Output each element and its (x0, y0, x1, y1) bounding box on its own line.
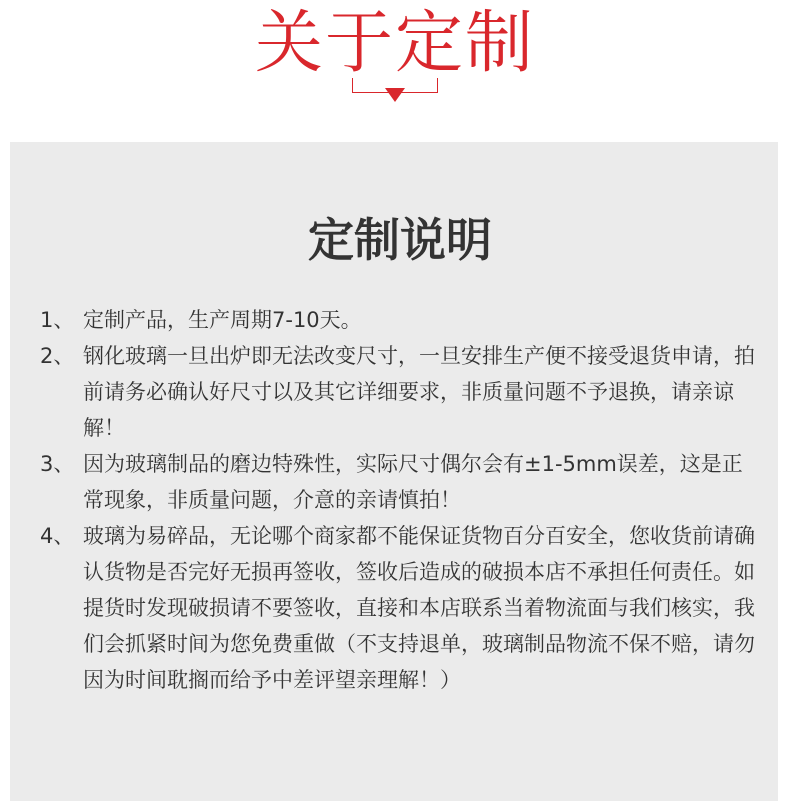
instructions-list (40, 302, 760, 698)
panel-title: 定制说明 (308, 213, 492, 267)
list-item-text: 钢化玻璃一旦出炉即无法改变尺寸，一旦安排生产便不接受退货申请，拍前请务必确认好尺寸以及其它详细要求，非质量问题不予退换，请亲谅解！ (83, 344, 755, 440)
list-item (40, 446, 760, 518)
list-item (40, 338, 760, 446)
list-item-text: 玻璃为易碎品，无论哪个商家都不能保证货物百分百安全，您收货前请确认货物是否完好无损再签收，签收后造成的破损本店不承担任何责任。如提货时发现破损请不要签收，直接和本店联系当着物流面与我们核实，我们会抓紧时间为您免费重做（不支持退单，玻璃制品物流不保不赔，请勿因为时间耽搁而给予中差评望亲理解！） (83, 524, 755, 692)
down-arrow-icon (385, 88, 405, 102)
list-item-number: 4、 (40, 524, 75, 548)
list-item (40, 518, 760, 698)
list-item-number: 1、 (40, 308, 75, 332)
list-item-number: 2、 (40, 344, 75, 368)
list-item-text: 定制产品，生产周期7-10天。 (83, 308, 362, 332)
list-item-text: 因为玻璃制品的磨边特殊性，实际尺寸偶尔会有±1-5mm误差，这是正常现象，非质量问题，介意的亲请慎拍！ (83, 452, 743, 512)
list-item-number: 3、 (40, 452, 75, 476)
page-title: 关于定制 (254, 4, 535, 83)
list-item (40, 302, 760, 338)
